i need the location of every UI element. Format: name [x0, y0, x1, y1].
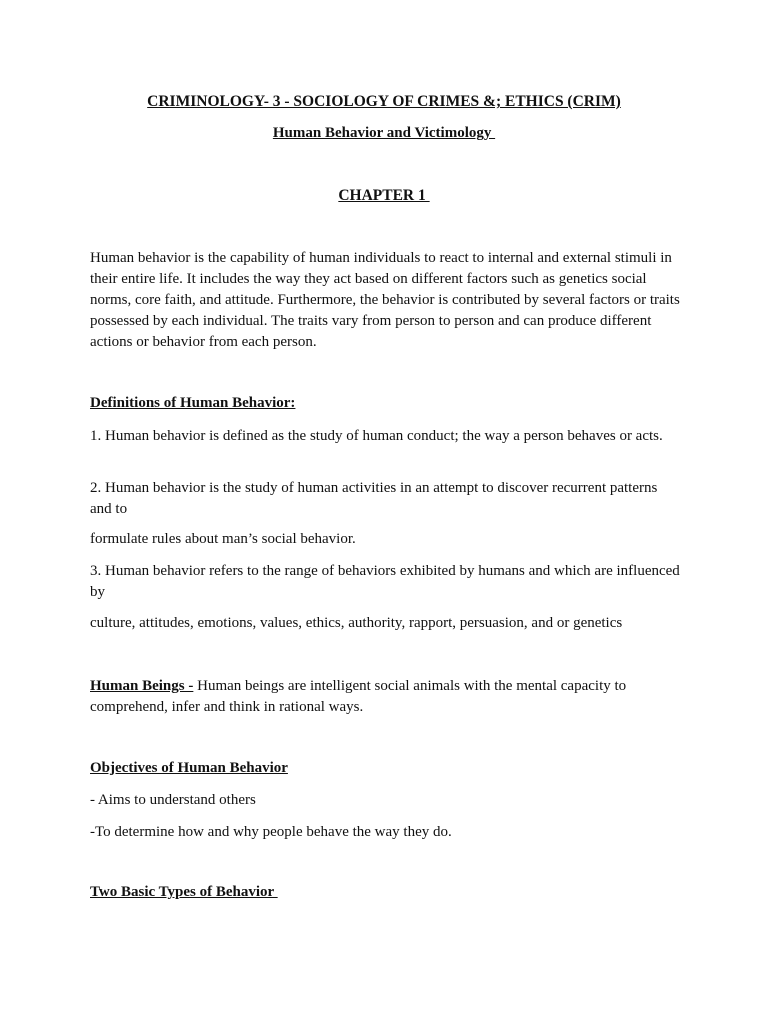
definitions-heading: Definitions of Human Behavior:: [90, 395, 296, 411]
definition-item-continued: formulate rules about man’s social behavior.: [90, 531, 356, 547]
definition-item: 1. Human behavior is defined as the study of human conduct; the way a person behaves or acts.: [90, 428, 663, 444]
intro-paragraph: Human behavior is the capability of human individuals to react to internal and external stimuli in their entire life. It includes the way they act based on different factors such as genetics social norms, core faith, and attitude. Furthermore, the behavior is contributed by several factors or traits possessed by each individual. The traits vary from person to person and can produce different actions or behavior from each person.: [90, 250, 680, 350]
human-beings-text: Human beings are intelligent social animals with the mental capacity to comprehend, infer and think in rational ways.: [90, 678, 627, 715]
objective-item: - Aims to understand others: [90, 792, 256, 808]
definition-item: 2. Human behavior is the study of human activities in an attempt to discover recurrent patterns and to: [90, 480, 658, 517]
chapter-heading: CHAPTER 1: [338, 187, 430, 204]
behavior-types-heading: Two Basic Types of Behavior: [90, 884, 278, 900]
definition-item-continued: culture, attitudes, emotions, values, ethics, authority, rapport, persuasion, and or genetics: [90, 615, 623, 631]
human-beings-label: Human Beings -: [90, 678, 194, 694]
definition-item: 3. Human behavior refers to the range of behaviors exhibited by humans and which are influenced by: [90, 563, 680, 600]
objective-item: -To determine how and why people behave the way they do.: [90, 824, 452, 840]
human-beings-paragraph: [90, 676, 680, 718]
objectives-heading: Objectives of Human Behavior: [90, 760, 288, 776]
document-subtitle: Human Behavior and Victimology: [272, 125, 496, 141]
course-title: CRIMINOLOGY- 3 - SOCIOLOGY OF CRIMES &; ETHICS (CRIM): [147, 93, 621, 110]
